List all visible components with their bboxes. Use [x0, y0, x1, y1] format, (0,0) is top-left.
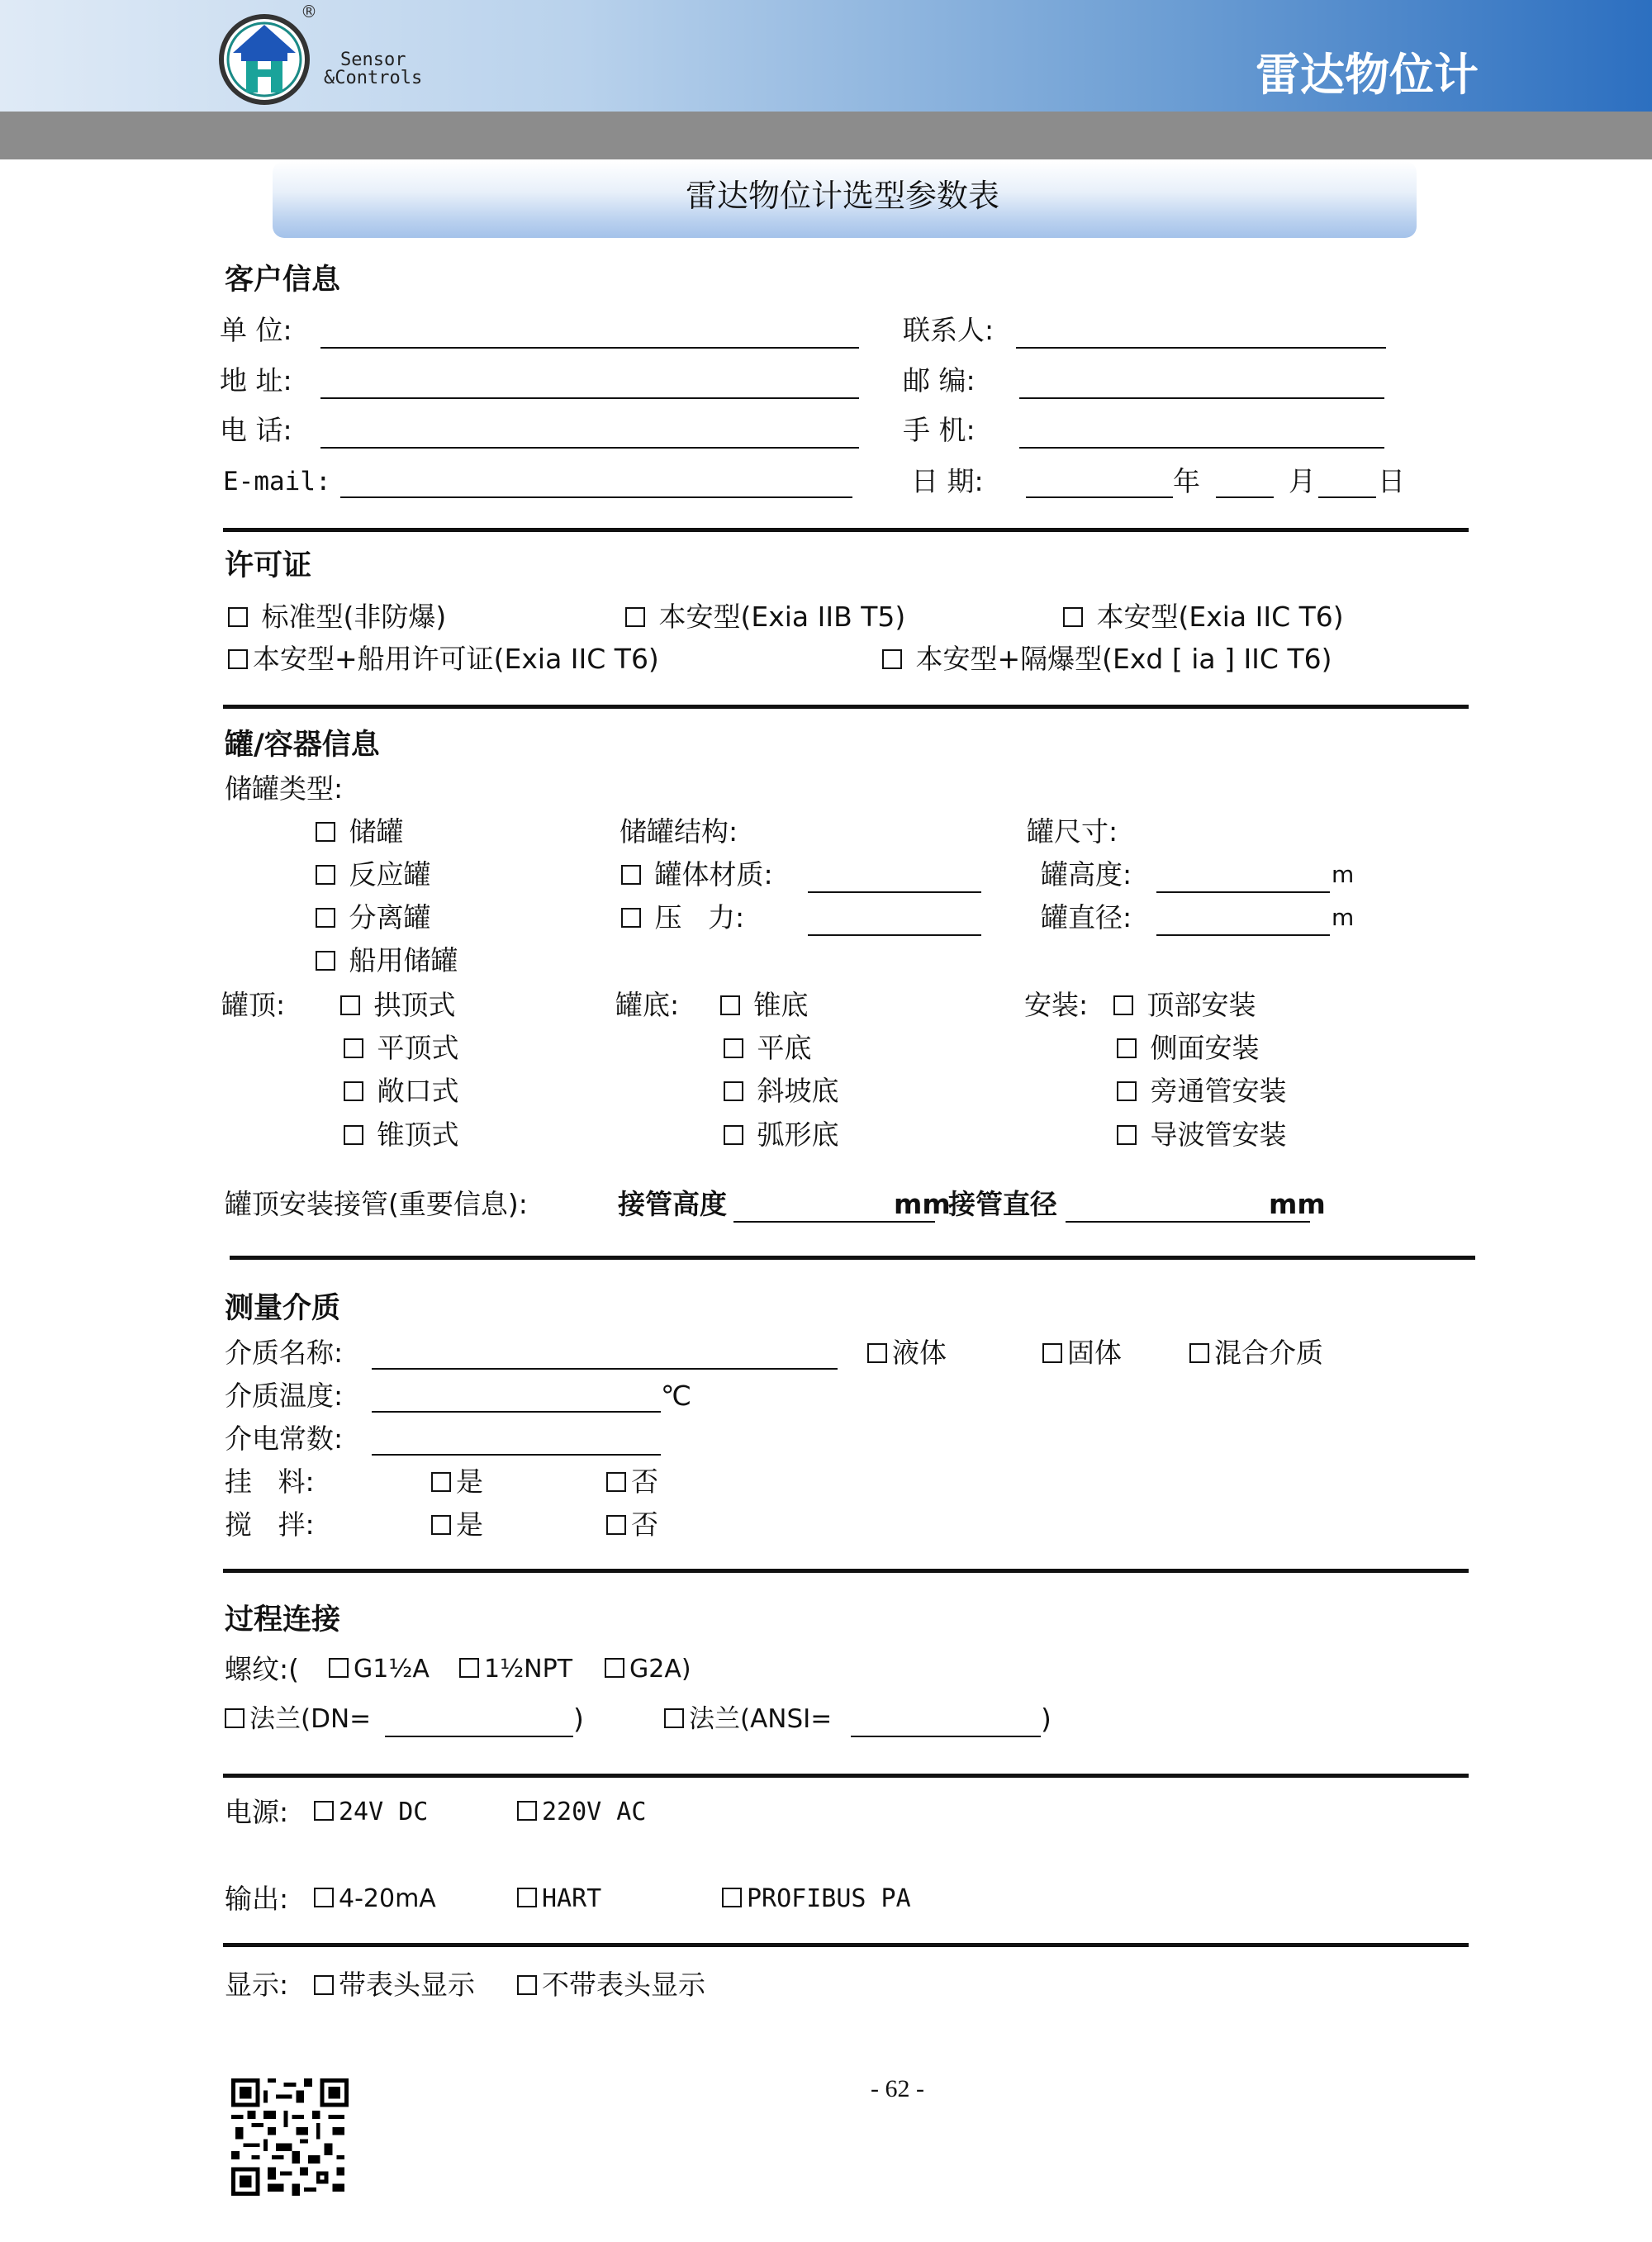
contact-input[interactable] [1016, 319, 1386, 349]
process-heading: 过程连接 [225, 1603, 341, 1636]
install-top[interactable]: 顶部安装 [1113, 989, 1256, 1022]
checkbox[interactable] [228, 649, 248, 669]
checkbox[interactable] [605, 1658, 624, 1678]
tank-bottom-slope[interactable]: 斜坡底 [724, 1075, 839, 1108]
tank-bottom-cone[interactable]: 锥底 [720, 989, 809, 1022]
tank-pressure-option[interactable]: 压 力: [621, 901, 744, 934]
contact-label: 联系人: [903, 314, 995, 346]
tank-diameter-label: 罐直径: [1041, 901, 1132, 933]
medium-solid[interactable]: 固体 [1042, 1337, 1122, 1370]
flange-dn-option[interactable]: 法兰(DN= [225, 1703, 371, 1736]
flange-ansi-input[interactable] [851, 1708, 1041, 1737]
header-gray-bar [0, 112, 1652, 159]
product-title: 雷达物位计 [1256, 49, 1479, 101]
checkbox[interactable] [314, 1888, 334, 1907]
checkbox[interactable] [314, 1975, 334, 1995]
year-label: 年 [1173, 465, 1200, 497]
date-label: 日 期: [911, 465, 984, 497]
tank-type-separator[interactable]: 分离罐 [316, 901, 431, 934]
checkbox[interactable] [724, 1038, 743, 1058]
address-label: 地 址: [220, 364, 292, 397]
checkbox[interactable] [316, 822, 335, 842]
stir-no[interactable]: 否 [606, 1508, 658, 1541]
unit-label: 单 位: [220, 314, 292, 346]
license-option-exia-iic-t6[interactable]: 本安型(Exia IIC T6) [1063, 601, 1344, 634]
checkbox[interactable] [1117, 1038, 1137, 1058]
checkbox[interactable] [316, 908, 335, 928]
checkbox[interactable] [1189, 1343, 1209, 1363]
tank-size-label: 罐尺寸: [1027, 815, 1118, 848]
medium-temp-unit: ℃ [661, 1380, 692, 1412]
tank-height-label: 罐高度: [1041, 858, 1132, 891]
checkbox[interactable] [1042, 1343, 1062, 1363]
output-profibus[interactable]: PROFIBUS PA [722, 1883, 911, 1916]
postcode-input[interactable] [1019, 369, 1384, 399]
medium-heading: 测量介质 [225, 1292, 341, 1325]
output-hart[interactable]: HART [517, 1883, 601, 1916]
tank-height-input[interactable] [1156, 863, 1330, 893]
license-option-exia-iib-t5[interactable]: 本安型(Exia IIB T5) [625, 601, 905, 634]
tank-diameter-unit: m [1332, 904, 1355, 931]
divider [223, 1569, 1469, 1573]
phone-input[interactable] [320, 419, 859, 449]
day-label: 日 [1378, 465, 1405, 497]
checkbox[interactable] [431, 1515, 451, 1535]
tank-heading: 罐/容器信息 [225, 729, 380, 762]
tank-height-unit: m [1332, 861, 1355, 888]
medium-temp-input[interactable] [372, 1383, 661, 1413]
tank-top-open[interactable]: 敞口式 [344, 1075, 459, 1108]
page-number: - 62 - [871, 2075, 924, 2102]
power-220v[interactable]: 220V AC [517, 1796, 646, 1829]
postcode-label: 邮 编: [903, 364, 976, 397]
checkbox[interactable] [316, 951, 335, 971]
checkbox[interactable] [225, 1708, 244, 1728]
checkbox[interactable] [517, 1975, 537, 1995]
tank-bottom-flat[interactable]: 平底 [724, 1032, 812, 1065]
medium-temp-label: 介质温度: [225, 1380, 344, 1412]
tank-top-label: 罐顶: [221, 989, 286, 1021]
checkbox[interactable] [228, 607, 248, 627]
thread-g2a[interactable]: G2A) [605, 1653, 691, 1686]
address-input[interactable] [320, 369, 859, 399]
install-label: 安装: [1024, 989, 1089, 1021]
tank-pressure-input[interactable] [808, 906, 981, 936]
checkbox[interactable] [1063, 607, 1083, 627]
logo-text-line2: &Controls [324, 68, 423, 88]
checkbox[interactable] [344, 1038, 363, 1058]
medium-name-input[interactable] [372, 1340, 838, 1370]
flange-ansi-option[interactable]: 法兰(ANSI= [664, 1703, 832, 1736]
qr-code [231, 2078, 349, 2196]
checkbox[interactable] [606, 1472, 626, 1492]
checkbox[interactable] [459, 1658, 479, 1678]
dielectric-input[interactable] [372, 1426, 661, 1456]
display-label: 显示: [225, 1969, 289, 2001]
nozzle-diameter-label: 接管直径 [948, 1188, 1057, 1220]
checkbox[interactable] [882, 649, 902, 669]
medium-mixed[interactable]: 混合介质 [1189, 1337, 1323, 1370]
flange-ansi-close: ) [1041, 1703, 1051, 1735]
nozzle-diameter-unit: mm [1269, 1188, 1326, 1220]
checkbox[interactable] [724, 1081, 743, 1101]
email-input[interactable] [340, 468, 852, 498]
license-option-standard[interactable]: 标准型(非防爆) [228, 601, 446, 634]
license-option-marine[interactable]: 本安型+船用许可证(Exia IIC T6) [228, 643, 659, 676]
tank-top-flat[interactable]: 平顶式 [344, 1032, 459, 1065]
divider [223, 705, 1469, 709]
tank-diameter-input[interactable] [1156, 906, 1330, 936]
email-label: E-mail: [223, 467, 331, 496]
tank-type-storage[interactable]: 储罐 [316, 815, 404, 848]
medium-liquid[interactable]: 液体 [867, 1337, 947, 1370]
tank-structure-label: 储罐结构: [620, 815, 738, 848]
registered-mark: ® [301, 2, 317, 21]
date-day-input[interactable] [1318, 468, 1376, 498]
install-bypass[interactable]: 旁通管安装 [1117, 1075, 1287, 1108]
coating-yes[interactable]: 是 [431, 1465, 483, 1499]
install-side[interactable]: 侧面安装 [1117, 1032, 1260, 1065]
checkbox[interactable] [720, 995, 740, 1015]
license-heading: 许可证 [225, 549, 312, 582]
logo-text-line1: Sensor [340, 50, 406, 70]
tank-bottom-label: 罐底: [615, 989, 680, 1021]
checkbox[interactable] [621, 908, 641, 928]
nozzle-height-unit: mm [894, 1188, 951, 1220]
medium-name-label: 介质名称: [225, 1337, 344, 1369]
company-logo [216, 12, 312, 107]
nozzle-label: 罐顶安装接管(重要信息): [225, 1188, 528, 1220]
thread-label: 螺纹:( [225, 1653, 299, 1685]
divider [230, 1256, 1475, 1260]
coating-label: 挂 料: [225, 1465, 315, 1498]
output-label: 输出: [225, 1883, 289, 1915]
nozzle-height-label: 接管高度 [618, 1188, 727, 1220]
checkbox[interactable] [517, 1888, 537, 1907]
customer-heading: 客户信息 [225, 264, 341, 297]
tank-material-input[interactable] [808, 863, 981, 893]
checkbox[interactable] [517, 1801, 537, 1821]
unit-input[interactable] [320, 319, 859, 349]
thread-npt[interactable]: 1½NPT [459, 1653, 572, 1686]
checkbox[interactable] [329, 1658, 349, 1678]
flange-dn-close: ) [573, 1703, 584, 1735]
checkbox[interactable] [1113, 995, 1133, 1015]
checkbox[interactable] [1117, 1081, 1137, 1101]
flange-dn-input[interactable] [385, 1708, 573, 1737]
display-without-meter[interactable]: 不带表头显示 [517, 1969, 705, 2002]
checkbox[interactable] [431, 1472, 451, 1492]
form-title: 雷达物位计选型参数表 [686, 178, 1000, 214]
coating-no[interactable]: 否 [606, 1465, 658, 1499]
output-4-20ma[interactable]: 4-20mA [314, 1883, 436, 1916]
checkbox[interactable] [664, 1708, 684, 1728]
checkbox[interactable] [1117, 1125, 1137, 1145]
checkbox[interactable] [314, 1801, 334, 1821]
checkbox[interactable] [625, 607, 645, 627]
tank-type-reaction[interactable]: 反应罐 [316, 858, 431, 891]
checkbox[interactable] [621, 865, 641, 885]
mobile-input[interactable] [1019, 419, 1384, 449]
tank-type-marine[interactable]: 船用储罐 [316, 944, 458, 977]
divider [223, 1943, 1469, 1947]
date-year-input[interactable] [1026, 468, 1173, 498]
tank-top-cone[interactable]: 锥顶式 [344, 1119, 459, 1152]
stir-label: 搅 拌: [225, 1508, 315, 1541]
checkbox[interactable] [344, 1125, 363, 1145]
checkbox[interactable] [316, 865, 335, 885]
tank-material-option[interactable]: 罐体材质: [621, 858, 773, 891]
dielectric-label: 介电常数: [225, 1423, 344, 1455]
thread-g1-half[interactable]: G1½A [329, 1653, 430, 1686]
display-with-meter[interactable]: 带表头显示 [314, 1969, 475, 2002]
phone-label: 电 话: [220, 414, 292, 446]
checkbox[interactable] [344, 1081, 363, 1101]
checkbox[interactable] [867, 1343, 887, 1363]
checkbox[interactable] [340, 995, 360, 1015]
power-24v[interactable]: 24V DC [314, 1796, 428, 1829]
checkbox[interactable] [606, 1515, 626, 1535]
mobile-label: 手 机: [903, 414, 976, 446]
checkbox[interactable] [722, 1888, 742, 1907]
tank-type-label: 储罐类型: [225, 772, 344, 805]
stir-yes[interactable]: 是 [431, 1508, 483, 1541]
tank-bottom-arc[interactable]: 弧形底 [724, 1119, 839, 1152]
tank-top-dome[interactable]: 拱顶式 [340, 989, 456, 1022]
divider [223, 528, 1469, 532]
divider [223, 1774, 1469, 1778]
month-label: 月 [1289, 465, 1316, 497]
power-label: 电源: [225, 1796, 289, 1828]
license-option-exd[interactable]: 本安型+隔爆型(Exd [ ia ] IIC T6) [882, 643, 1332, 676]
date-month-input[interactable] [1216, 468, 1274, 498]
checkbox[interactable] [724, 1125, 743, 1145]
install-stillwell[interactable]: 导波管安装 [1117, 1119, 1287, 1152]
